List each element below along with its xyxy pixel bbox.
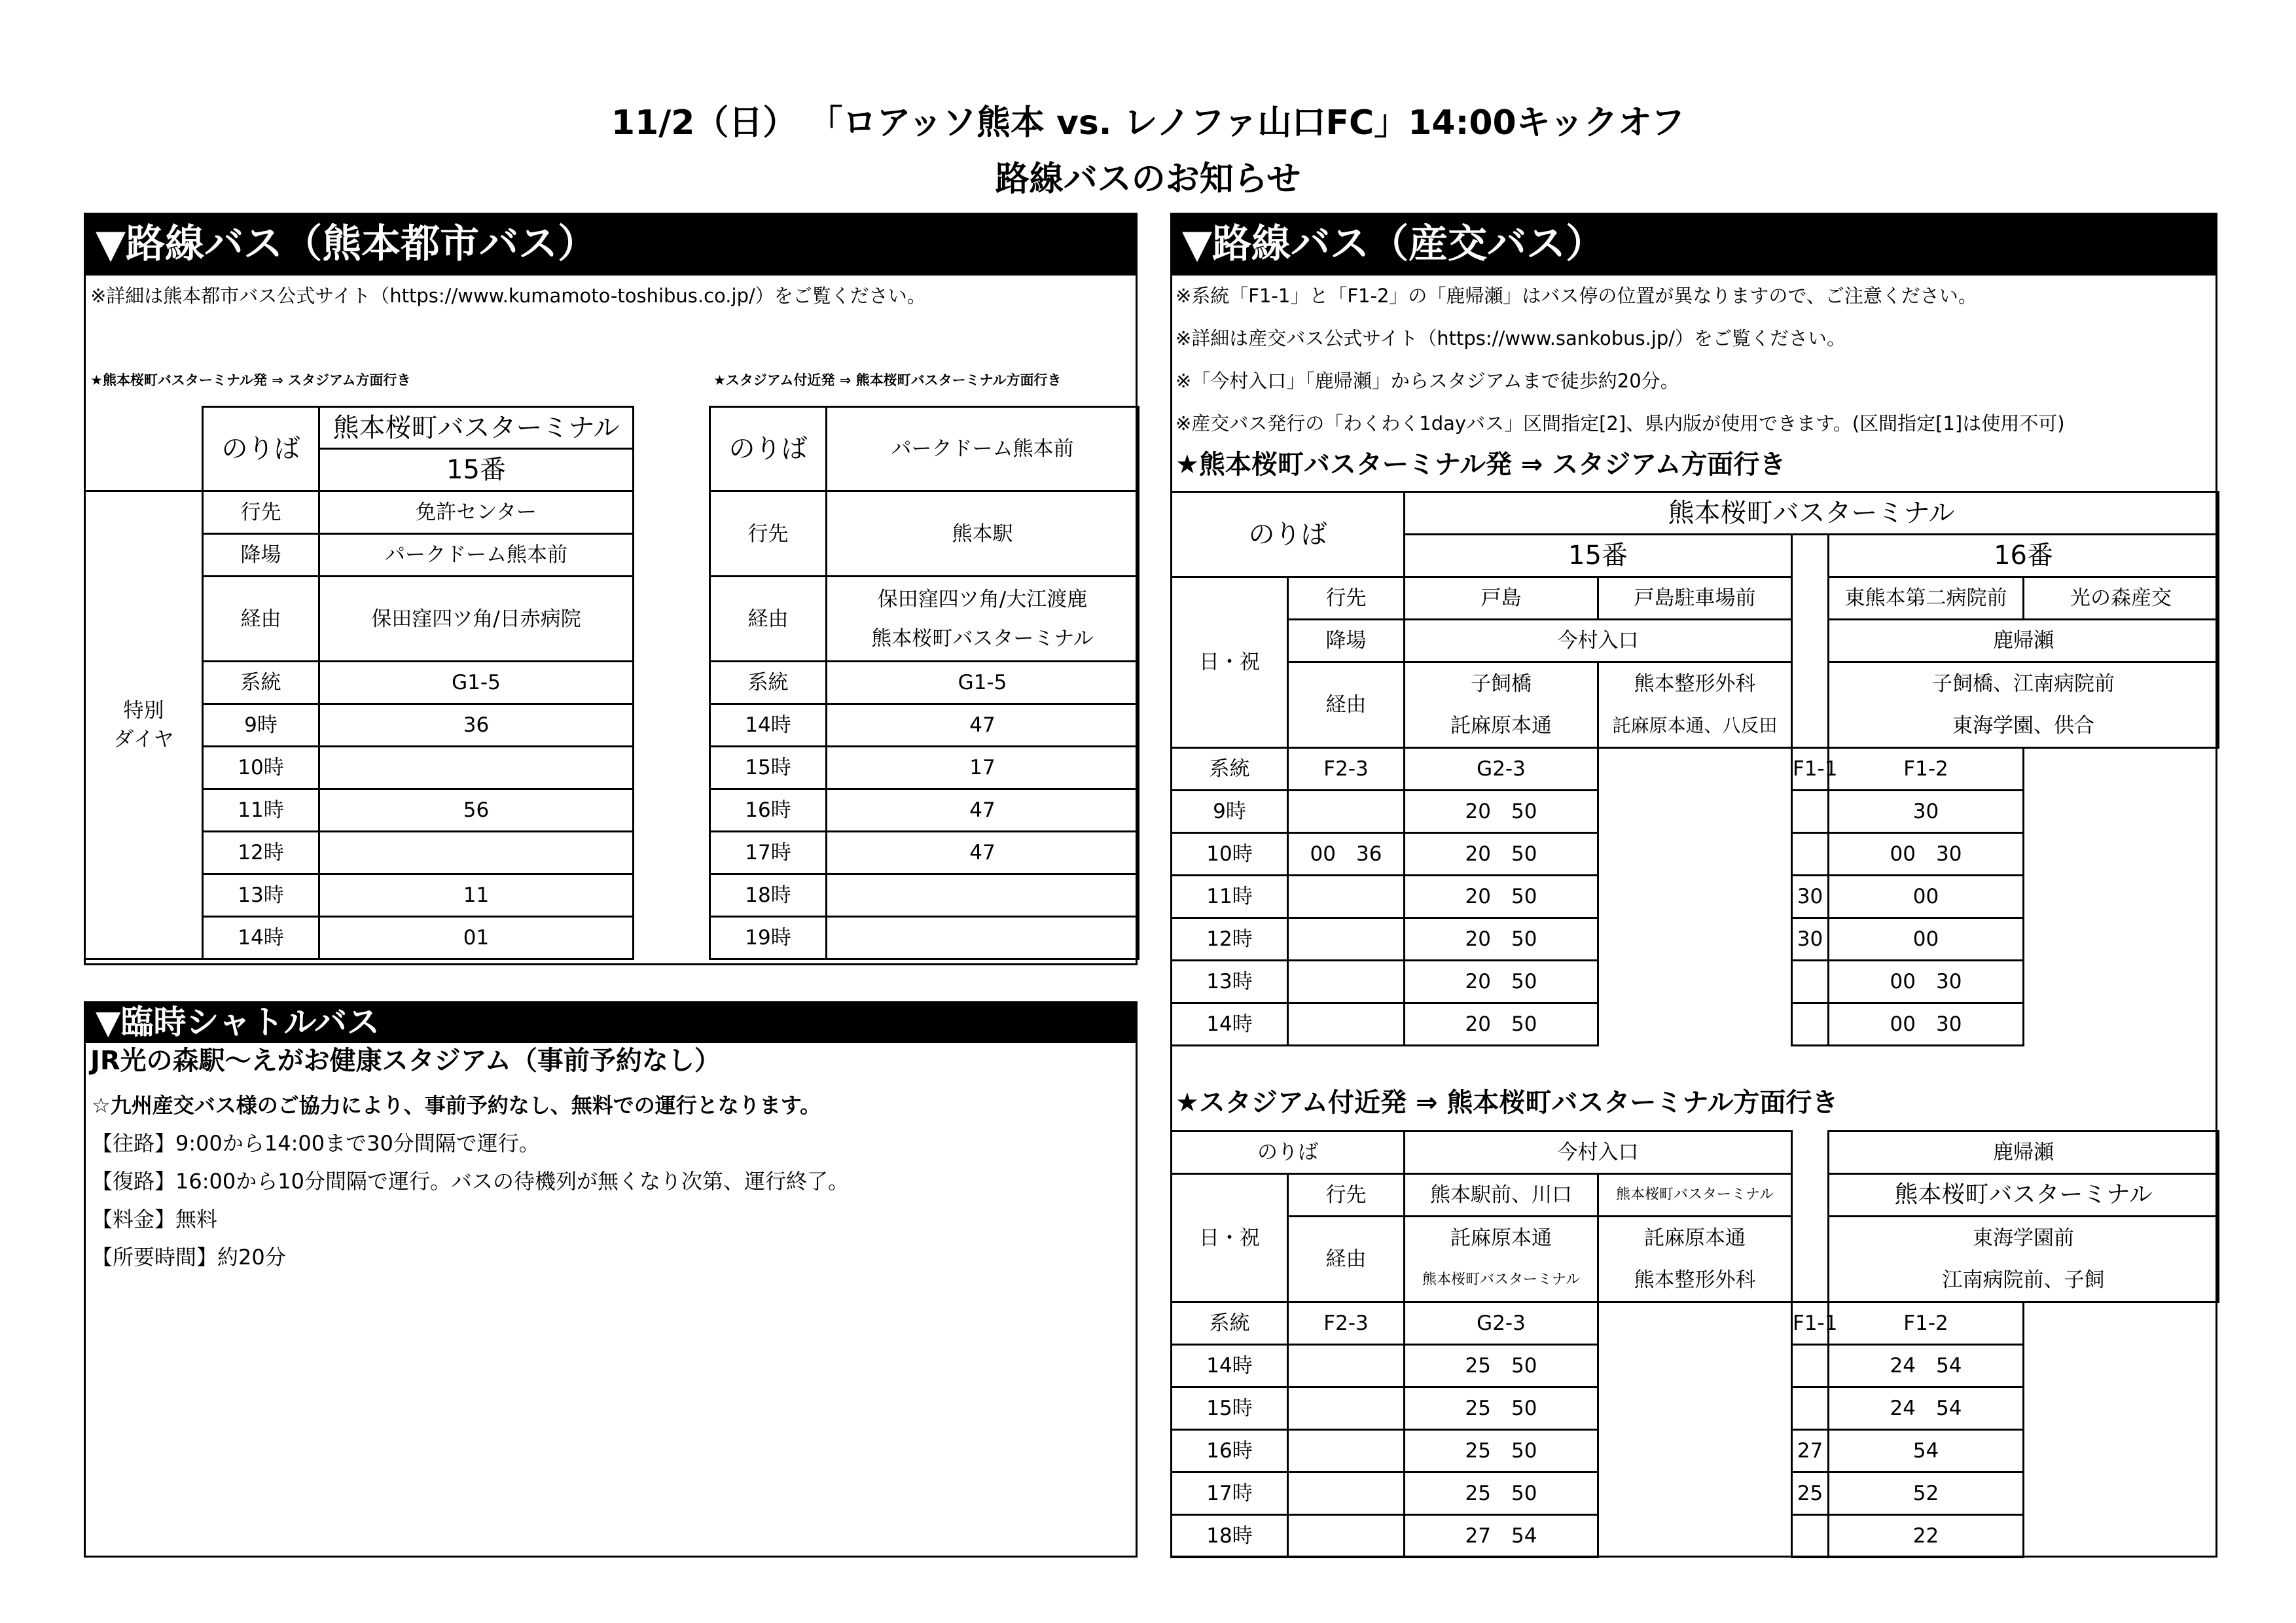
time-cell xyxy=(1792,961,1829,1003)
noriba-b: 鹿帰瀬 xyxy=(1829,1132,2219,1174)
row-label: 16時 xyxy=(710,789,827,832)
noriba-label: のりば xyxy=(1172,1132,1405,1174)
dest-cell: 戸島 xyxy=(1405,577,1598,620)
time-cell: F1-1 xyxy=(1792,1302,1829,1345)
time-cell xyxy=(1288,918,1405,961)
shuttle-line-4: 【料金】無料 xyxy=(92,1207,218,1232)
dest-label: 行先 xyxy=(1288,577,1405,620)
dest-label: 行先 xyxy=(1288,1174,1405,1217)
time-cell: 25 50 xyxy=(1405,1345,1598,1387)
side-label: 日・祝 xyxy=(1172,1174,1288,1302)
via-line-2: 熊本桜町バスターミナル xyxy=(871,626,1094,651)
table-row xyxy=(710,704,1139,747)
alight-b: 鹿帰瀬 xyxy=(1829,620,2219,662)
time-cell: 30 xyxy=(1792,918,1829,961)
via-label: 経由 xyxy=(1288,662,1405,748)
time-cell xyxy=(1288,1472,1405,1515)
via-cell: 託麻原本通 熊本整形外科 xyxy=(1598,1217,1792,1302)
row-value xyxy=(319,832,634,874)
shuttle-line-1: ☆九州産交バス様のご協力により、事前予約なし、無料での運行となります。 xyxy=(92,1093,821,1118)
page-subtitle: 路線バスのお知らせ xyxy=(995,160,1301,199)
sanko-note-1: ※系統「F1-1」と「F1-2」の「鹿帰瀬」はバス停の位置が異なりますので、ご注意ください。 xyxy=(1175,285,1977,307)
row-value xyxy=(827,874,1139,917)
time-cell: F1-1 xyxy=(1792,748,1829,791)
row-label: 9時 xyxy=(1172,791,1288,833)
via-cell: 託麻原本通 熊本桜町バスターミナル xyxy=(1405,1217,1598,1302)
table-row xyxy=(1172,1430,2219,1472)
row-value xyxy=(319,747,634,789)
time-cell: G2-3 xyxy=(1405,1302,1598,1345)
row-label: 12時 xyxy=(203,832,319,874)
table-row xyxy=(710,747,1139,789)
time-cell xyxy=(1792,1515,1829,1558)
time-cell: 24 54 xyxy=(1829,1387,2024,1430)
table-row xyxy=(710,832,1139,874)
via-value xyxy=(827,577,1139,662)
row-value: 17 xyxy=(827,747,1139,789)
row-label: 11時 xyxy=(1172,876,1288,918)
row-label: 9時 xyxy=(203,704,319,747)
row-value: 47 xyxy=(827,832,1139,874)
row-label: 系統 xyxy=(710,662,827,704)
time-cell: F2-3 xyxy=(1288,1302,1405,1345)
dest-cell: 光の森産交 xyxy=(2024,577,2219,620)
row-label: 14時 xyxy=(710,704,827,747)
row-label: 降場 xyxy=(203,534,319,577)
time-cell xyxy=(1792,1003,1829,1046)
shuttle-line-2: 【往路】9:00から14:00まで30分間隔で運行。 xyxy=(92,1131,540,1156)
sanko-out-subtitle: ★熊本桜町バスターミナル発 ⇒ スタジアム方面行き xyxy=(1175,450,1786,480)
table-row xyxy=(1172,833,2219,876)
via-cell: 東海学園前 江南病院前、子飼 xyxy=(1829,1217,2219,1302)
row-label: 12時 xyxy=(1172,918,1288,961)
time-cell: F1-2 xyxy=(1829,1302,2024,1345)
row-value: 47 xyxy=(827,789,1139,832)
row-label: 11時 xyxy=(203,789,319,832)
row-value: 01 xyxy=(319,917,634,959)
dest-cell: 熊本駅前、川口 xyxy=(1405,1174,1598,1217)
alight-a: 今村入口 xyxy=(1405,620,1792,662)
time-cell: 27 xyxy=(1792,1430,1829,1472)
time-cell: 00 30 xyxy=(1829,833,2024,876)
noriba-a: 今村入口 xyxy=(1405,1132,1792,1174)
sanko-ret-subtitle: ★スタジアム付近発 ⇒ 熊本桜町バスターミナル方面行き xyxy=(1175,1088,1839,1118)
row-label: 17時 xyxy=(710,832,827,874)
row-value: パークドーム熊本前 xyxy=(319,534,634,577)
time-cell: 00 30 xyxy=(1829,961,2024,1003)
toshibus-ret-subtitle: ★スタジアム付近発 ⇒ 熊本桜町バスターミナル方面行き xyxy=(713,372,1062,388)
time-cell xyxy=(1792,791,1829,833)
shuttle-heading: ▼臨時シャトルバス xyxy=(84,1001,1138,1043)
toshibus-out-table xyxy=(84,406,634,960)
table-row xyxy=(1172,1387,2219,1430)
row-label: 10時 xyxy=(203,747,319,789)
shuttle-route: JR光の森駅～えがお健康スタジアム（事前予約なし） xyxy=(90,1046,721,1076)
row-label: 16時 xyxy=(1172,1430,1288,1472)
noriba-label: のりば xyxy=(1172,492,1405,577)
row-value: 56 xyxy=(319,789,634,832)
time-cell: 22 xyxy=(1829,1515,2024,1558)
time-cell: 20 50 xyxy=(1405,833,1598,876)
time-cell: 20 50 xyxy=(1405,918,1598,961)
time-cell: 25 xyxy=(1792,1472,1829,1515)
sanko-note-4: ※産交バス発行の「わくわく1dayバス」区間指定[2]、県内版が使用できます。(区間指定[1]は使用不可) xyxy=(1175,412,2065,435)
row-label: 系統 xyxy=(1172,1302,1288,1345)
row-label: 18時 xyxy=(710,874,827,917)
time-cell xyxy=(1288,961,1405,1003)
noriba-number: 15番 xyxy=(319,449,634,491)
time-cell xyxy=(1288,1345,1405,1387)
via-cell: 子飼橋、江南病院前 東海学園、供合 xyxy=(1829,662,2219,748)
time-cell: F1-2 xyxy=(1829,748,2024,791)
via-line-1: 保田窪四ツ角/大江渡鹿 xyxy=(877,587,1088,611)
dest-cell: 熊本桜町バスターミナル xyxy=(1829,1174,2219,1217)
shuttle-panel xyxy=(84,1001,1138,1558)
table-row xyxy=(1172,918,2219,961)
row-value: 47 xyxy=(827,704,1139,747)
table-row xyxy=(85,491,634,534)
noriba-label: のりば xyxy=(203,407,319,491)
side-label: 特別 ダイヤ xyxy=(85,491,203,959)
dest-cell: 戸島駐車場前 xyxy=(1598,577,1792,620)
table-row xyxy=(1172,1515,2219,1558)
row-value: 36 xyxy=(319,704,634,747)
time-cell: 20 50 xyxy=(1405,1003,1598,1046)
table-row xyxy=(1172,1472,2219,1515)
row-value: 免許センター xyxy=(319,491,634,534)
time-cell: 20 50 xyxy=(1405,791,1598,833)
row-label: 系統 xyxy=(1172,748,1288,791)
table-row xyxy=(710,662,1139,704)
time-cell xyxy=(1288,1003,1405,1046)
dest-cell: 熊本桜町バスターミナル xyxy=(1598,1174,1792,1217)
toshibus-note: ※詳細は熊本都市バス公式サイト（https://www.kumamoto-toshibus.co.jp/）をご覧ください。 xyxy=(90,285,926,307)
row-label: 13時 xyxy=(1172,961,1288,1003)
time-cell: G2-3 xyxy=(1405,748,1598,791)
via-label: 経由 xyxy=(710,577,827,662)
table-row xyxy=(710,789,1139,832)
row-label: 14時 xyxy=(203,917,319,959)
table-row xyxy=(1172,1345,2219,1387)
time-cell: 54 xyxy=(1829,1430,2024,1472)
noriba-label: のりば xyxy=(710,407,827,491)
platform-16: 16番 xyxy=(1829,535,2219,577)
row-value: 保田窪四ツ角/日赤病院 xyxy=(319,577,634,662)
alight-label: 降場 xyxy=(1288,620,1405,662)
time-cell: 20 50 xyxy=(1405,876,1598,918)
row-label: 15時 xyxy=(710,747,827,789)
sanko-ret-table xyxy=(1170,1130,2219,1558)
time-cell: 30 xyxy=(1829,791,2024,833)
row-value: 11 xyxy=(319,874,634,917)
row-value xyxy=(827,917,1139,959)
dest-label: 行先 xyxy=(710,491,827,577)
time-cell: 20 50 xyxy=(1405,961,1598,1003)
time-cell: 25 50 xyxy=(1405,1472,1598,1515)
noriba-name: 熊本桜町バスターミナル xyxy=(319,407,634,449)
row-value: G1-5 xyxy=(827,662,1139,704)
time-cell xyxy=(1288,1387,1405,1430)
time-cell xyxy=(1792,1387,1829,1430)
dest-cell: 東熊本第二病院前 xyxy=(1829,577,2024,620)
time-cell: 30 xyxy=(1792,876,1829,918)
time-cell xyxy=(1288,876,1405,918)
route-row xyxy=(1172,748,2219,791)
row-label: 19時 xyxy=(710,917,827,959)
time-cell: F2-3 xyxy=(1288,748,1405,791)
via-label: 経由 xyxy=(1288,1217,1405,1302)
time-cell xyxy=(1288,1515,1405,1558)
row-label: 18時 xyxy=(1172,1515,1288,1558)
shuttle-line-3: 【復路】16:00から10分間隔で運行。バスの待機列が無くなり次第、運行終了。 xyxy=(92,1169,849,1194)
dest-value: 熊本駅 xyxy=(827,491,1139,577)
row-value: G1-5 xyxy=(319,662,634,704)
sanko-note-3: ※「今村入口」「鹿帰瀬」からスタジアムまで徒歩約20分。 xyxy=(1175,370,1679,392)
via-cell: 熊本整形外科 託麻原本通、八反田 xyxy=(1598,662,1792,748)
side-label: 日・祝 xyxy=(1172,577,1288,748)
time-cell: 24 54 xyxy=(1829,1345,2024,1387)
table-row xyxy=(1172,961,2219,1003)
toshibus-out-subtitle: ★熊本桜町バスターミナル発 ⇒ スタジアム方面行き xyxy=(90,372,411,388)
sanko-heading: ▼路線バス（産交バス） xyxy=(1170,213,2217,276)
table-row xyxy=(710,917,1139,959)
shuttle-line-5: 【所要時間】約20分 xyxy=(92,1245,286,1270)
time-cell xyxy=(1288,791,1405,833)
time-cell: 00 xyxy=(1829,918,2024,961)
time-cell: 00 36 xyxy=(1288,833,1405,876)
time-cell xyxy=(1792,1345,1829,1387)
row-label: 行先 xyxy=(203,491,319,534)
row-label: 15時 xyxy=(1172,1387,1288,1430)
time-cell: 52 xyxy=(1829,1472,2024,1515)
row-label: 17時 xyxy=(1172,1472,1288,1515)
table-row xyxy=(1172,791,2219,833)
time-cell: 25 50 xyxy=(1405,1430,1598,1472)
time-cell: 25 50 xyxy=(1405,1387,1598,1430)
toshibus-ret-table xyxy=(709,406,1139,960)
time-cell xyxy=(1288,1430,1405,1472)
page-title: 11/2（日） 「ロアッソ熊本 vs. レノファ山口FC」14:00キックオフ xyxy=(611,103,1685,143)
table-row xyxy=(710,874,1139,917)
time-cell: 27 54 xyxy=(1405,1515,1598,1558)
row-label: 13時 xyxy=(203,874,319,917)
row-label: 10時 xyxy=(1172,833,1288,876)
row-label: 14時 xyxy=(1172,1003,1288,1046)
sanko-note-2: ※詳細は産交バス公式サイト（https://www.sankobus.jp/）をご覧ください。 xyxy=(1175,327,1846,349)
table-row xyxy=(1172,1003,2219,1046)
time-cell: 00 xyxy=(1829,876,2024,918)
row-label: 14時 xyxy=(1172,1345,1288,1387)
sanko-out-table xyxy=(1170,491,2219,1046)
row-label: 経由 xyxy=(203,577,319,662)
route-row xyxy=(1172,1302,2219,1345)
time-cell xyxy=(1792,833,1829,876)
side-blank xyxy=(85,407,203,449)
via-cell: 子飼橋 託麻原本通 xyxy=(1405,662,1598,748)
noriba-name: パークドーム熊本前 xyxy=(827,407,1139,491)
row-label: 系統 xyxy=(203,662,319,704)
time-cell: 00 30 xyxy=(1829,1003,2024,1046)
toshibus-heading: ▼路線バス（熊本都市バス） xyxy=(84,213,1138,276)
noriba-name: 熊本桜町バスターミナル xyxy=(1405,492,2219,535)
platform-15: 15番 xyxy=(1405,535,1792,577)
table-row xyxy=(1172,876,2219,918)
